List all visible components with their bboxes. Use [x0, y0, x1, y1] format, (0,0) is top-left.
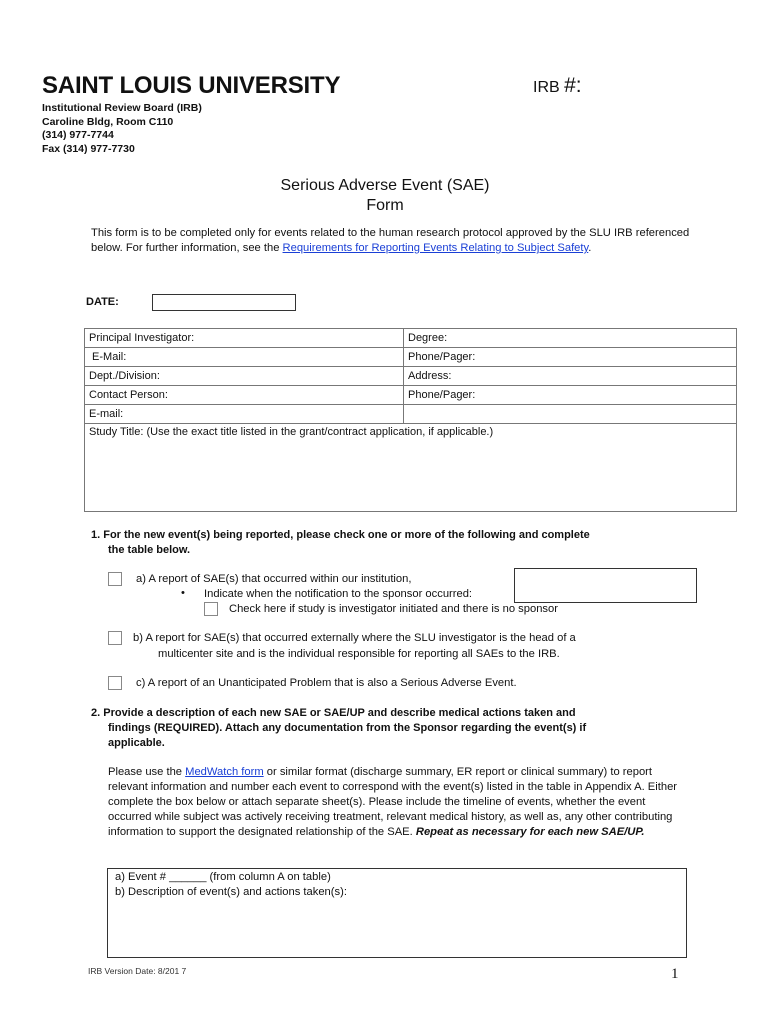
event-description-box[interactable] [107, 868, 687, 958]
contact-email-field[interactable]: E-mail: [85, 405, 404, 424]
date-label: DATE: [86, 296, 119, 308]
sponsor-notification-label: Indicate when the notification to the sponsor occurred: [204, 588, 473, 600]
q2-heading-line3: applicable. [108, 737, 165, 749]
address-line: Fax (314) 977-7730 [42, 142, 135, 155]
table-row [85, 386, 737, 405]
option-a-label: a) A report of SAE(s) that occurred within our institution, [136, 573, 412, 585]
form-title-line2: Form [366, 197, 404, 214]
table-row [85, 405, 737, 424]
investigator-info-table [84, 328, 737, 512]
irb-label: IRB [533, 79, 565, 96]
address-field[interactable]: Address: [404, 367, 737, 386]
option-b-checkbox[interactable] [108, 631, 122, 645]
address-line: Caroline Bldg, Room C110 [42, 115, 174, 128]
phone-pager-field[interactable]: Phone/Pager: [404, 348, 737, 367]
no-sponsor-label: Check here if study is investigator initiated and there is no sponsor [229, 603, 558, 615]
intro-text: This form is to be completed only for events related to the human research protocol approved by the SLU IRB referenced below. For further information, see the [91, 227, 690, 254]
empty-cell [404, 405, 737, 424]
table-row [85, 424, 737, 512]
option-c-checkbox[interactable] [108, 676, 122, 690]
q2-heading-line2: findings (REQUIRED). Attach any documentation from the Sponsor regarding the event(s) if [108, 722, 587, 734]
university-title: SAINT LOUIS UNIVERSITY [42, 72, 341, 99]
no-sponsor-checkbox[interactable] [204, 602, 218, 616]
q1-heading-line1: 1. For the new event(s) being reported, please check one or more of the following and complete [91, 529, 590, 541]
option-b-label-line2: multicenter site and is the individual responsible for reporting all SAEs to the IRB. [158, 648, 560, 660]
contact-person-field[interactable]: Contact Person: [85, 386, 404, 405]
study-title-field[interactable]: Study Title: (Use the exact title listed in the grant/contract application, if applicable.) [85, 424, 737, 512]
degree-field[interactable]: Degree: [404, 329, 737, 348]
option-b-label-line1: b) A report for SAE(s) that occurred externally where the SLU investigator is the head of a [133, 632, 576, 644]
para-text: Please use the [108, 766, 186, 778]
version-date: IRB Version Date: 8/201 7 [88, 966, 187, 976]
page-number: 1 [671, 966, 679, 982]
table-row [85, 329, 737, 348]
medwatch-paragraph [108, 765, 680, 840]
event-description-line: b) Description of event(s) and actions taken(s): [115, 886, 347, 898]
medwatch-link[interactable]: MedWatch form [185, 766, 264, 778]
table-row [85, 367, 737, 386]
form-title-line1: Serious Adverse Event (SAE) [280, 177, 490, 194]
intro-text-end: . [588, 242, 592, 254]
requirements-link[interactable]: Requirements for Reporting Events Relating to Subject Safety [282, 242, 589, 254]
option-c-label: c) A report of an Unanticipated Problem that is also a Serious Adverse Event. [136, 677, 517, 689]
sponsor-notification-input[interactable] [514, 568, 697, 603]
para-text: or similar format (discharge summary, ER report or clinical summary) to report relevant information and number each event to correspond with the event(s) listed in the table in Appendix A. Either complete the box below or attach separate sheet(s). Please include the timeline of events, whether the event occurred while subject was actively receiving treatment, relevant medical history, as well as, any other contributing information to support the designated relationship of the SAE. [108, 766, 678, 838]
address-line: Institutional Review Board (IRB) [42, 102, 202, 114]
bullet-icon: • [181, 587, 185, 599]
table-row [85, 348, 737, 367]
address-line: (314) 977-7744 [42, 129, 114, 141]
option-a-checkbox[interactable] [108, 572, 122, 586]
irb-number-label [533, 74, 582, 98]
q2-heading-line1: 2. Provide a description of each new SAE or SAE/UP and describe medical actions taken and [91, 707, 576, 719]
event-number-line: a) Event # ______ (from column A on table) [115, 871, 331, 883]
intro-paragraph [91, 226, 691, 256]
q1-heading-line2: the table below. [108, 544, 191, 556]
irb-address-block [42, 102, 202, 156]
date-input[interactable] [152, 294, 296, 311]
dept-division-field[interactable]: Dept./Division: [85, 367, 404, 386]
irb-hash: #: [564, 74, 582, 97]
email-field[interactable]: E-Mail: [85, 348, 404, 367]
pi-field[interactable]: Principal Investigator: [85, 329, 404, 348]
repeat-emphasis: Repeat as necessary for each new SAE/UP. [415, 826, 645, 838]
contact-phone-pager-field[interactable]: Phone/Pager: [404, 386, 737, 405]
